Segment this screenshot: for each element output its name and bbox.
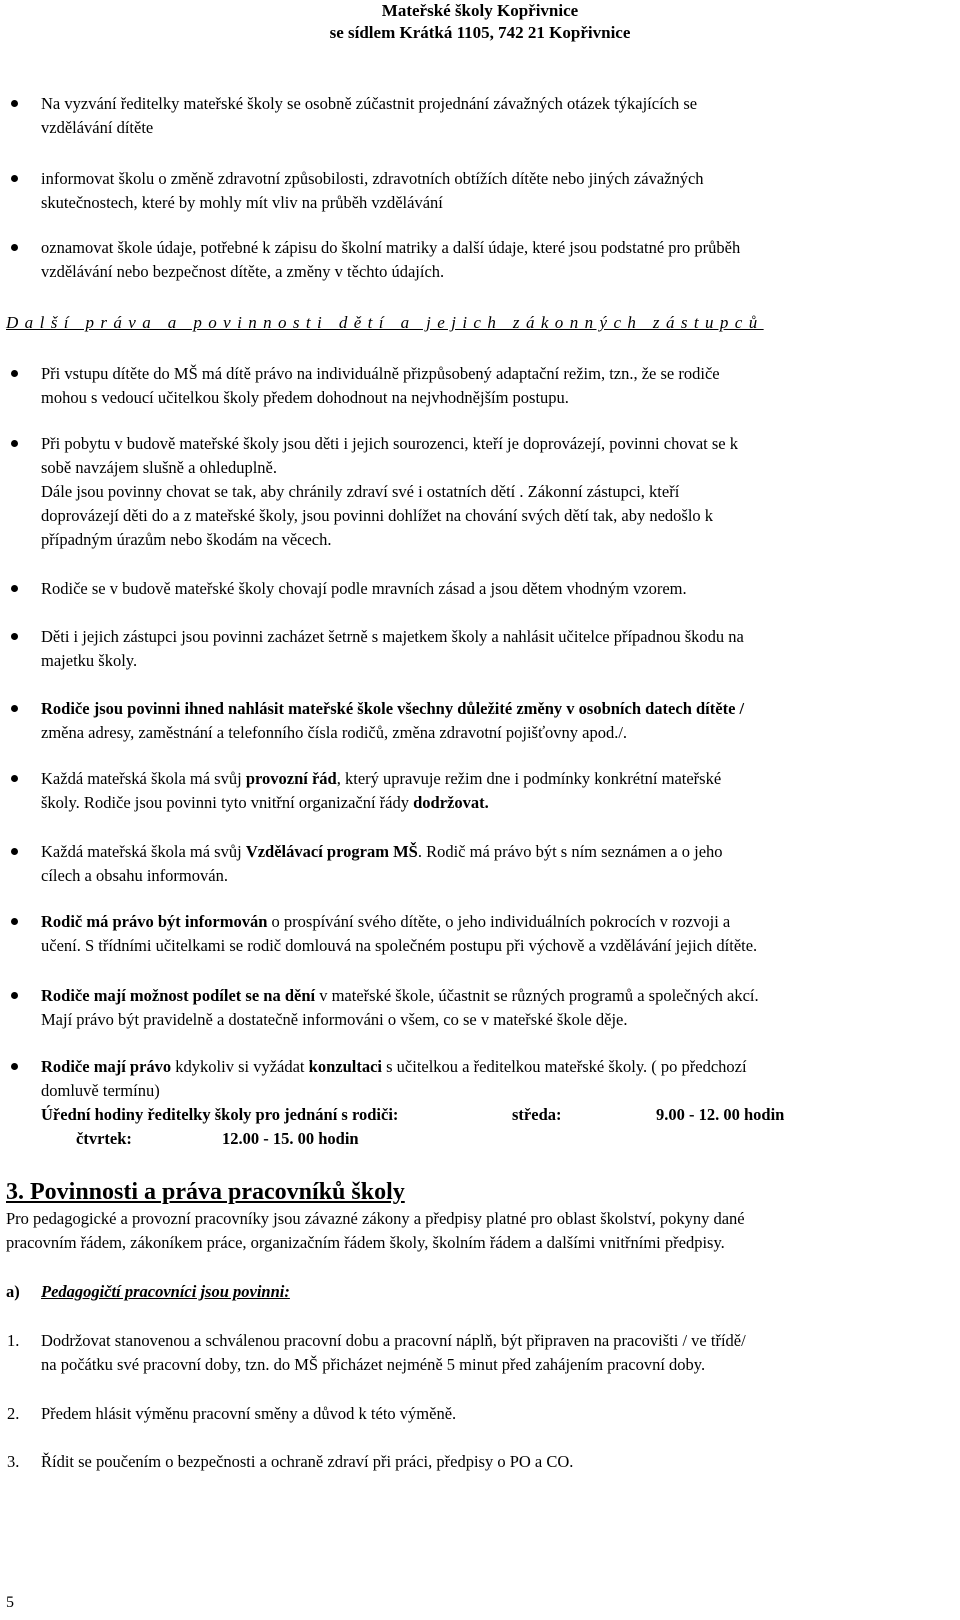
item-number: 3. xyxy=(7,1452,20,1471)
office-hours-time: 9.00 - 12. 00 hodin xyxy=(656,1105,785,1124)
list-item: vzdělávání nebo bezpečnost dítěte, a změny v těchto údajích. xyxy=(41,262,445,281)
list-item: Dodržovat stanovenou a schválenou pracovní dobu a pracovní náplň, být připraven na pracovišti / ve třídě/ xyxy=(41,1331,746,1350)
bullet-icon xyxy=(11,992,18,999)
list-item: oznamovat škole údaje, potřebné k zápisu do školní matriky a další údaje, které jsou podstatné pro průběh xyxy=(41,238,741,257)
page-number: 5 xyxy=(6,1594,14,1611)
list-item: Rodiče se v budově mateřské školy chovají podle mravních zásad a jsou dětem vhodným vzorem. xyxy=(41,579,687,598)
list-item: změna adresy, zaměstnání a telefonního čísla rodičů, změna zdravotní pojišťovny apod./. xyxy=(41,723,628,742)
list-item: školy. Rodiče jsou povinni tyto vnitřní organizační řády dodržovat. xyxy=(41,793,489,812)
list-item: Mají právo být pravidelně a dostatečně informováni o všem, co se v mateřské škole děje. xyxy=(41,1010,628,1029)
section-heading: Další práva a povinnosti dětí a jejich zákonných zástupců xyxy=(6,313,764,332)
list-item: Rodiče mají právo kdykoliv si vyžádat konzultaci s učitelkou a ředitelkou mateřské školy. ( po předchozí xyxy=(41,1057,747,1076)
list-item: Předem hlásit výměnu pracovní směny a důvod k této výměně. xyxy=(41,1404,457,1423)
list-item: majetku školy. xyxy=(41,651,138,670)
bullet-icon xyxy=(11,1063,18,1070)
list-item: Rodiče mají možnost podílet se na dění v mateřské škole, účastnit se různých programů a společných akcí. xyxy=(41,986,759,1005)
list-item: sobě navzájem slušně a ohleduplně. xyxy=(41,458,277,477)
office-hours-day: středa: xyxy=(512,1105,562,1124)
list-item: mohou s vedoucí učitelkou školy předem dohodnout na nejvhodnějším postupu. xyxy=(41,388,569,407)
list-item: Každá mateřská škola má svůj provozní řád, který upravuje režim dne i podmínky konkrétní mateřské xyxy=(41,769,722,788)
bullet-icon xyxy=(11,585,18,592)
office-hours-time: 12.00 - 15. 00 hodin xyxy=(222,1129,359,1148)
bullet-icon xyxy=(11,244,18,251)
list-item: Dále jsou povinny chovat se tak, aby chránily zdraví své i ostatních dětí . Zákonní zástupci, kteří xyxy=(41,482,680,501)
list-item: domluvě termínu) xyxy=(41,1081,160,1100)
bullet-icon xyxy=(11,100,18,107)
list-item: informovat školu o změně zdravotní způsobilosti, zdravotních obtížích dítěte nebo jiných závažných xyxy=(41,169,704,188)
list-item: Při pobytu v budově mateřské školy jsou děti i jejich sourozenci, kteří je doprovázejí, povinni chovat se k xyxy=(41,434,738,453)
list-item: cílech a obsahu informován. xyxy=(41,866,228,885)
bullet-icon xyxy=(11,633,18,640)
sub-label: a) xyxy=(6,1282,20,1301)
list-item: Řídit se poučením o bezpečnosti a ochraně zdraví při práci, předpisy o PO a CO. xyxy=(41,1452,574,1471)
list-item: vzdělávání dítěte xyxy=(41,118,154,137)
section-3-intro: pracovním řádem, zákoníkem práce, organizačním řádem školy, školním řádem a dalšími vnitřními předpisy. xyxy=(6,1233,725,1252)
list-item: Každá mateřská škola má svůj Vzdělávací program MŠ. Rodič má právo být s ním seznámen a o jeho xyxy=(41,842,723,861)
item-number: 1. xyxy=(7,1331,20,1350)
list-item: na počátku své pracovní doby, tzn. do MŠ přicházet nejméně 5 minut před zahájením pracovní doby. xyxy=(41,1355,706,1374)
bullet-icon xyxy=(11,918,18,925)
list-item: Rodič má právo být informován o prospívání svého dítěte, o jeho individuálních pokrocích v rozvoji a xyxy=(41,912,731,931)
bullet-icon xyxy=(11,370,18,377)
header-address: se sídlem Krátká 1105, 742 21 Kopřivnice xyxy=(329,23,631,42)
list-item: Při vstupu dítěte do MŠ má dítě právo na individuálně přizpůsobený adaptační režim, tzn., že se rodiče xyxy=(41,364,720,383)
list-item: učení. S třídními učitelkami se rodič domlouvá na společném postupu při výchově a vzdělávání jejich dítěte. xyxy=(41,936,758,955)
list-item: případným úrazům nebo škodám na věcech. xyxy=(41,530,332,549)
sub-heading: Pedagogičtí pracovníci jsou povinni: xyxy=(41,1282,290,1301)
bullet-icon xyxy=(11,175,18,182)
bullet-icon xyxy=(11,848,18,855)
list-item: skutečnostech, které by mohly mít vliv na průběh vzdělávání xyxy=(41,193,443,212)
list-item: Na vyzvání ředitelky mateřské školy se osobně zúčastnit projednání závažných otázek týkajících se xyxy=(41,94,698,113)
office-hours-label: Úřední hodiny ředitelky školy pro jednání s rodiči: xyxy=(41,1105,399,1124)
office-hours-day: čtvrtek: xyxy=(76,1129,132,1148)
bullet-icon xyxy=(11,705,18,712)
bullet-icon xyxy=(11,775,18,782)
list-item: Rodiče jsou povinni ihned nahlásit mateřské škole všechny důležité změny v osobních datech dítěte / xyxy=(41,699,745,718)
bullet-icon xyxy=(11,440,18,447)
list-item: doprovázejí děti do a z mateřské školy, jsou povinni dohlížet na chování svých dětí tak, aby nedošlo k xyxy=(41,506,714,525)
section-3-intro: Pro pedagogické a provozní pracovníky jsou závazné zákony a předpisy platné pro oblast školství, pokyny dané xyxy=(6,1209,745,1228)
item-number: 2. xyxy=(7,1404,20,1423)
section-3-heading: 3. Povinnosti a práva pracovníků školy xyxy=(6,1179,405,1205)
list-item: Děti i jejich zástupci jsou povinni zacházet šetrně s majetkem školy a nahlásit učitelce případnou škodu na xyxy=(41,627,744,646)
header-title: Mateřské školy Kopřivnice xyxy=(381,1,579,20)
